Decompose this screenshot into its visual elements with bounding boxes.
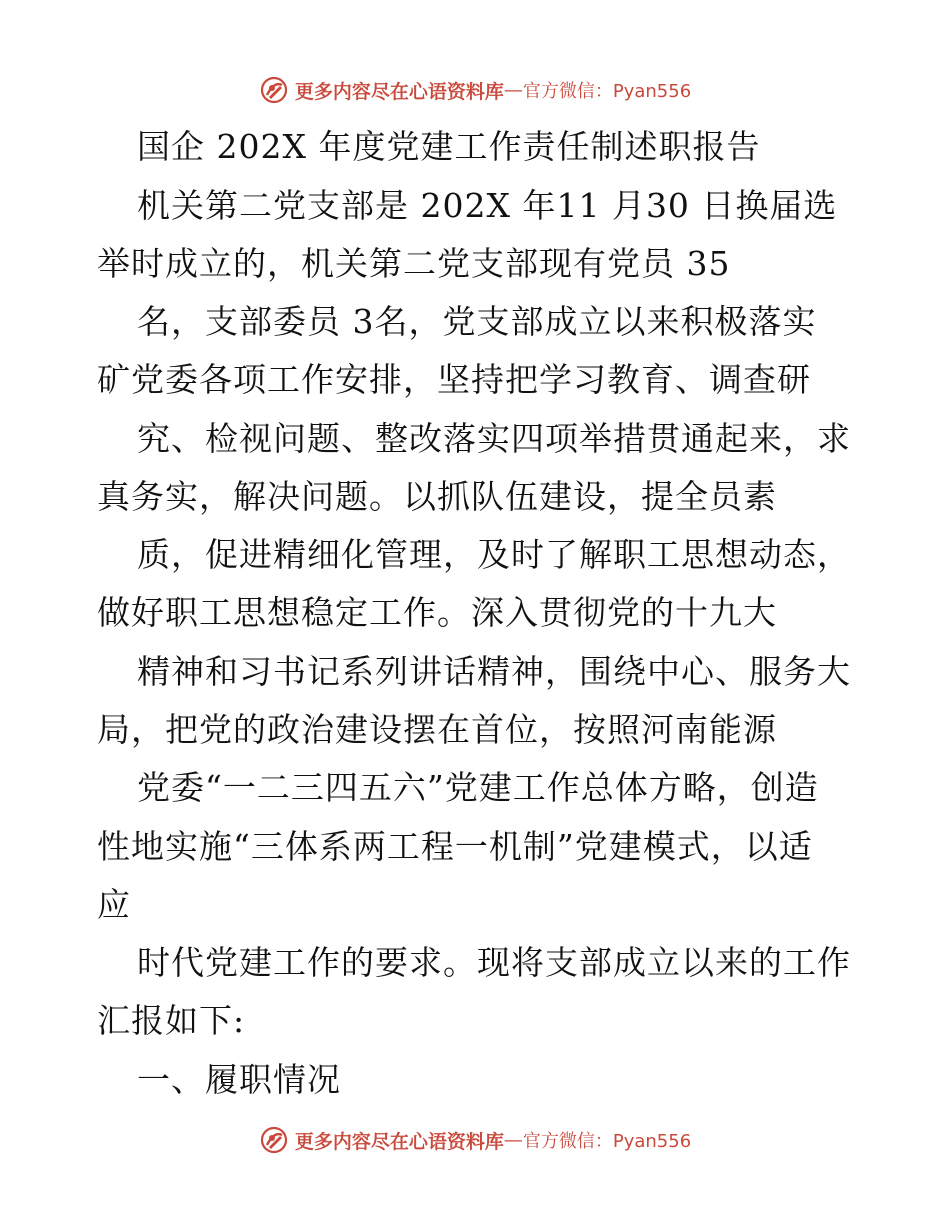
paragraph-line: 做好职工思想稳定工作。深入贯彻党的十九大: [97, 593, 777, 632]
paragraph-line: 质，促进精细化管理，及时了解职工思想动态，: [137, 535, 851, 574]
watermark-dash: —: [503, 79, 523, 101]
paragraph-line: 究、检视问题、整改落实四项举措贯通起来，求: [137, 419, 851, 458]
paragraph-line: 局，把党的政治建设摆在首位，按照河南能源: [97, 710, 777, 749]
paragraph-line: 应: [97, 885, 131, 924]
paragraph-line: 名，支部委员 3名，党支部成立以来积极落实: [137, 302, 817, 341]
watermark-wechat-text: 官方微信：Pyan556: [522, 81, 692, 102]
watermark-logo-icon: [259, 75, 289, 105]
paragraph-line: 精神和习书记系列讲话精神，围绕中心、服务大: [137, 652, 851, 691]
watermark-wechat-text: 官方微信：Pyan556: [522, 1131, 692, 1152]
paragraph-line: 时代党建工作的要求。现将支部成立以来的工作: [137, 943, 851, 982]
section-heading: 一、履职情况: [137, 1060, 341, 1099]
paragraph-line: 举时成立的，机关第二党支部现有党员 35: [97, 244, 731, 283]
document-title: 国企 202X 年度党建工作责任制述职报告: [137, 127, 761, 166]
paragraph-line: 矿党委各项工作安排，坚持把学习教育、调查研: [97, 360, 811, 399]
paragraph-line: 汇报如下:: [97, 1001, 246, 1040]
paragraph-line: 性地实施“三体系两工程一机制”党建模式，以适: [97, 827, 813, 866]
paragraph-line: 真务实，解决问题。以抓队伍建设，提全员素: [97, 477, 777, 516]
paragraph-line: 机关第二党支部是 202X 年11 月30 日换届选: [137, 186, 838, 225]
watermark-logo-icon: [259, 1125, 289, 1155]
watermark-header: [0, 70, 950, 110]
watermark-main-text: 更多内容尽在心语资料库: [294, 1130, 504, 1153]
paragraph-line: 党委“一二三四五六”党建工作总体方略，创造: [137, 768, 819, 807]
watermark-main-text: 更多内容尽在心语资料库: [294, 80, 504, 103]
watermark-footer: [0, 1120, 950, 1160]
watermark-dash: —: [503, 1129, 523, 1151]
